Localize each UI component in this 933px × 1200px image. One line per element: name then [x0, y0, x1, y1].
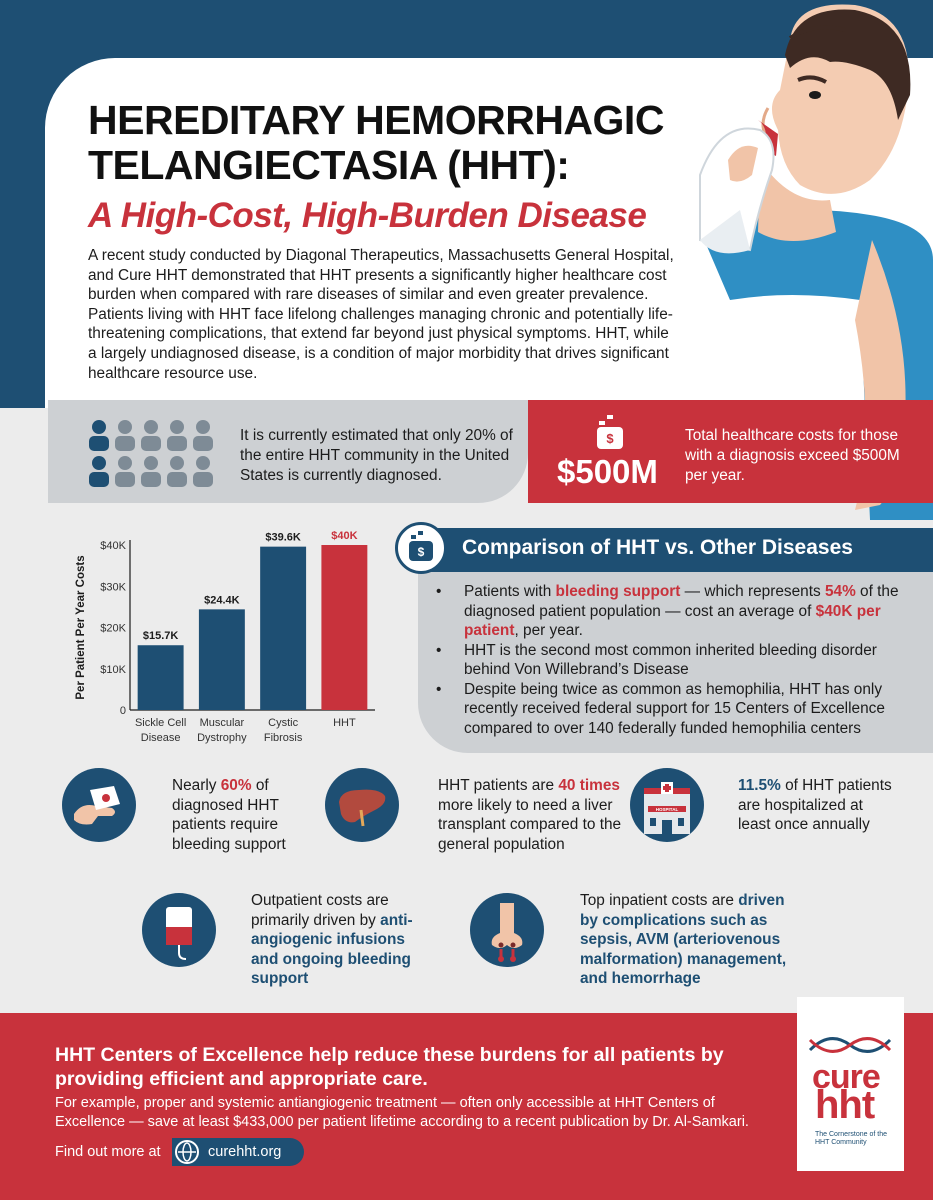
diagnosed-stat-text: It is currently estimated that only 20% of the entire HHT community in the United States is currently diagnosed. — [240, 427, 513, 484]
text: Patients with — [464, 583, 556, 600]
text: of HHT patients are hospitalized at least once annually — [738, 777, 892, 834]
title-line-1: HEREDITARY HEMORRHAGIC — [88, 97, 664, 143]
tissue-hands-icon — [62, 768, 136, 842]
highlight: anti-angiogenic infusions and ongoing bleeding support — [251, 911, 413, 988]
hospital-icon — [630, 768, 704, 842]
find-out-more-label: Find out more at — [55, 1144, 161, 1160]
person-icon — [115, 420, 135, 451]
cost-bar-chart — [70, 520, 390, 760]
highlight: 54% — [824, 583, 856, 600]
bar — [321, 545, 367, 710]
y-tick-label: 0 — [119, 705, 126, 717]
footer-headline: HHT Centers of Excellence help reduce these burdens for all patients by providing efficient and appropriate care. — [55, 1044, 724, 1090]
cost-stat-value: $500M — [557, 453, 658, 490]
comparison-title: Comparison of HHT vs. Other Diseases — [462, 536, 853, 559]
x-tick-label: HHT — [333, 717, 356, 729]
text: of diagnosed HHT patients require bleeding support — [172, 777, 286, 853]
bar-value-label: $39.6K — [265, 531, 301, 544]
y-tick-label: $30K — [100, 581, 126, 594]
website-url[interactable]: curehht.org — [208, 1144, 282, 1160]
text: more likely to need a liver transplant compared to the general population — [438, 796, 622, 853]
highlight: 60% — [220, 777, 252, 794]
money-icon — [398, 525, 444, 571]
bar-value-label: $15.7K — [142, 630, 179, 643]
text: , per year. — [514, 622, 583, 639]
text: Nearly — [172, 777, 221, 794]
person-icon — [115, 456, 135, 487]
fact-bleeding-support — [172, 776, 307, 854]
fact-inpatient-costs — [580, 891, 795, 989]
bar — [138, 645, 184, 710]
page-subtitle: A High-Cost, High-Burden Disease — [88, 196, 647, 235]
hospital-icon-badge — [630, 768, 704, 842]
bar — [260, 547, 306, 710]
x-tick-label: Cystic — [268, 717, 299, 729]
person-icon — [89, 420, 109, 451]
highlight: driven by complications such as sepsis, AVM (arteriovenous malformation) management, and hemorrhage — [580, 892, 787, 988]
person-icon — [141, 456, 161, 487]
comparison-item-von-willebrand: • HHT is the second most common inherited bleeding disorder behind Von Willebrand’s Disease — [432, 641, 922, 680]
logo-hht: hht — [815, 1083, 875, 1127]
fact-liver-transplant — [438, 776, 623, 854]
highlight: 40 times — [558, 777, 620, 794]
liver-icon-badge — [325, 768, 399, 842]
globe-icon — [175, 1140, 199, 1164]
fact-hospitalized — [738, 776, 898, 835]
iv-bag-icon — [142, 893, 216, 967]
x-tick-label: Disease — [140, 732, 181, 744]
person-icon — [167, 420, 187, 451]
comparison-item-bleeding — [432, 582, 922, 641]
y-tick-label: $40K — [100, 540, 126, 552]
highlight: 11.5% — [738, 777, 781, 794]
title-line-2: TELANGIECTASIA (HHT): — [88, 142, 570, 188]
highlight: bleeding support — [555, 583, 681, 600]
person-icon — [167, 456, 187, 487]
logo-tagline: The Cornerstone of the HHT Community — [815, 1131, 887, 1146]
comparison-list — [432, 582, 922, 738]
footer-body: For example, proper and systemic antiangiogenic treatment — often only accessible at HHT Centers of Excellence — save at least $433,000 per patient lifetime according to a recent publication by Dr. Al-Samkari. — [55, 1095, 749, 1130]
logo-cure: cure — [812, 1058, 880, 1096]
bar — [199, 609, 245, 710]
x-tick-label: Sickle Cell — [134, 717, 187, 729]
bar-value-label: $40K — [331, 530, 358, 542]
page-title — [88, 98, 678, 188]
bar-value-label: $24.4K — [204, 594, 240, 607]
x-tick-label: Dystrophy — [197, 732, 247, 744]
text: of the diagnosed patient population — cost an average of — [464, 583, 899, 620]
text: Top inpatient costs are — [580, 892, 739, 909]
text: Outpatient costs are primarily driven by — [251, 892, 389, 929]
iv-bag-icon-badge — [142, 893, 216, 967]
comparison-item-hemophilia: • Despite being twice as common as hemophilia, HHT has only recently received federal support for 15 Centers of Excellence compared to over 140 federally funded hemophilia centers — [432, 680, 922, 739]
highlight: $40K per patient — [464, 602, 881, 639]
person-icon — [193, 420, 213, 451]
intro-paragraph: A recent study conducted by Diagonal Therapeutics, Massachusetts General Hospital, and Cure HHT demonstrated that HHT presents a significantly higher healthcare cost burden when compared with rare diseases of similar and even greater prevalence. Patients living with HHT face lifelong challenges managing chronic and potentially life-threatening complications, that extend far beyond just physical symptoms. HHT, while a largely undiagnosed disease, is a condition of major morbidity that drives significant healthcare resource use. — [88, 247, 674, 382]
svg-text:$: $ — [417, 545, 425, 559]
text: — which represents — [680, 583, 825, 600]
svg-text:$: $ — [606, 431, 614, 446]
person-icon — [141, 420, 161, 451]
fact-outpatient-costs — [251, 891, 431, 989]
y-tick-label: $10K — [100, 663, 126, 676]
text: HHT patients are — [438, 777, 559, 794]
y-tick-label: $20K — [100, 622, 126, 635]
person-icon — [89, 456, 109, 487]
tissue-icon — [62, 768, 136, 842]
cost-stat-text: Total healthcare costs for those with a diagnosis exceed $500M per year. — [685, 427, 900, 484]
x-tick-label: Fibrosis — [263, 732, 303, 744]
nosebleed-icon-badge — [470, 893, 544, 967]
dna-helix-icon — [805, 1030, 895, 1060]
globe-lines — [177, 1142, 197, 1162]
hospital-sign: HOSPITAL — [655, 807, 679, 812]
money-bag-icon — [595, 415, 625, 451]
person-icon — [193, 456, 213, 487]
y-axis-label: Per Patient Per Year Costs — [75, 555, 87, 700]
nose-icon — [470, 893, 544, 967]
money-icon-badge — [395, 522, 447, 574]
people-icon-grid — [88, 420, 218, 488]
x-tick-label: Muscular — [199, 717, 245, 729]
liver-icon — [325, 768, 399, 842]
